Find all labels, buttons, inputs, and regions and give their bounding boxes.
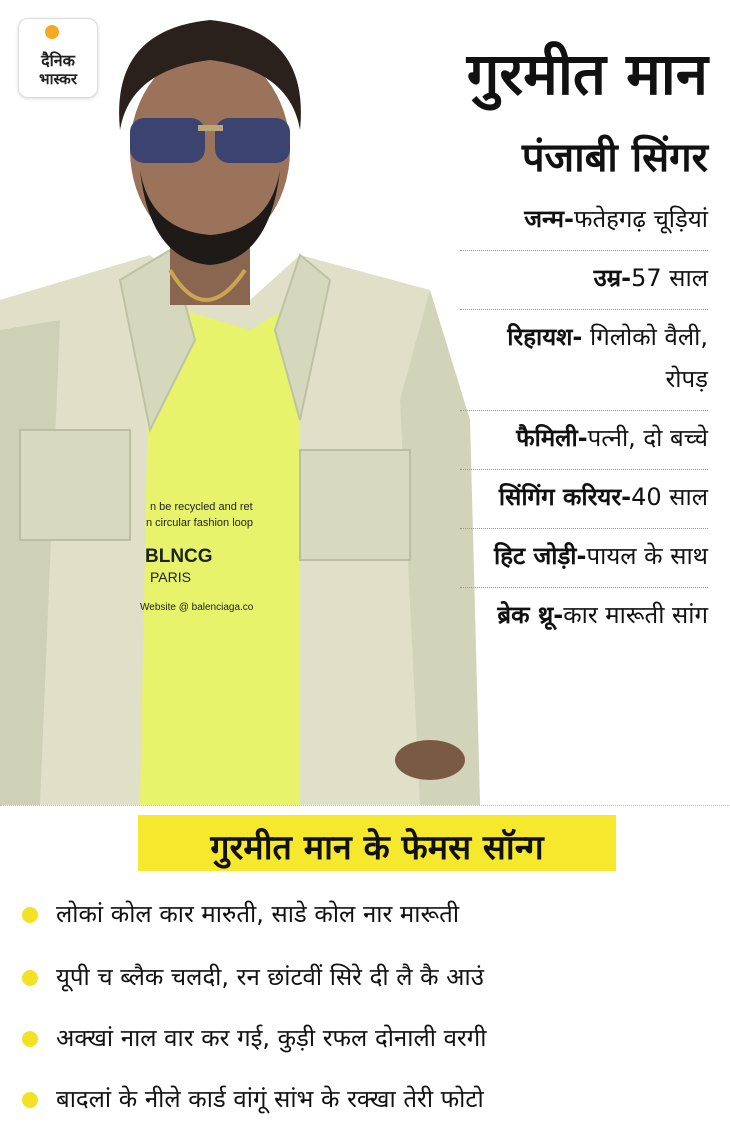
song-item (22, 897, 459, 930)
song-title: यूपी च ब्लैक चलदी, रन छांटवीं सिरे दी लै कै आउं (56, 963, 484, 991)
facts-list (460, 192, 708, 646)
fact-value: 57 साल (631, 264, 708, 292)
fact-label: हिट जोड़ी- (494, 542, 587, 570)
logo-line-2: भास्कर (39, 70, 77, 88)
fact-value: 40 साल (631, 483, 708, 511)
tshirt-print-city: PARIS (150, 569, 191, 585)
bullet-icon (22, 1092, 38, 1108)
tshirt-print-line2: n circular fashion loop (146, 517, 254, 529)
singer-name: गुरमीत मान (466, 40, 708, 108)
fact-label: ब्रेक थ्रू- (497, 601, 564, 629)
fact-hit-pair (460, 529, 708, 588)
fact-value: कार मारूती सांग (563, 601, 708, 629)
song-title: लोकां कोल कार मारुती, साडे कोल नार मारूती (56, 900, 460, 928)
bullet-icon (22, 907, 38, 923)
fact-residence (460, 310, 708, 411)
tshirt-print-brand: BLNCG (145, 546, 213, 567)
section-divider (0, 805, 730, 806)
fact-label: जन्म- (524, 205, 574, 233)
songs-heading-box (138, 815, 616, 871)
songs-heading: गुरमीत मान के फेमस सॉन्ग (210, 828, 544, 868)
tshirt-print-line1: n be recycled and ret (150, 501, 253, 513)
logo-line-1: दैनिक (41, 51, 75, 70)
song-title: बादलां के नीले कार्ड वांगूं सांभ के रक्खा तेरी फोटो (56, 1085, 484, 1113)
bullet-icon (22, 1031, 38, 1047)
tshirt-print-site: Website @ balenciaga.co (140, 602, 254, 613)
fact-value: गिलोको वैली, रोपड़ (582, 323, 708, 393)
song-item (22, 1021, 486, 1054)
singer-photo (0, 0, 480, 805)
fact-label: रिहायश- (507, 323, 583, 351)
fact-singing-career (460, 470, 708, 529)
fact-birth (460, 192, 708, 251)
logo-sun-icon (45, 25, 59, 39)
fact-family (460, 411, 708, 470)
song-item (22, 960, 484, 993)
fact-value: फतेहगढ़ चूड़ियां (573, 205, 708, 233)
song-item (22, 1082, 484, 1115)
fact-label: फैमिली- (516, 424, 588, 452)
bullet-icon (22, 970, 38, 986)
fact-value: पायल के साथ (586, 542, 708, 570)
fact-value: पत्नी, दो बच्चे (587, 424, 708, 452)
fact-label: सिंगिंग करियर- (498, 483, 632, 511)
song-title: अक्खां नाल वार कर गई, कुड़ी रफल दोनाली वरगी (56, 1024, 487, 1052)
fact-label: उम्र- (593, 264, 632, 292)
fact-age (460, 251, 708, 310)
dainik-bhaskar-logo (18, 18, 98, 98)
singer-profession: पंजाबी सिंगर (521, 135, 708, 181)
fact-breakthrough (460, 588, 708, 646)
